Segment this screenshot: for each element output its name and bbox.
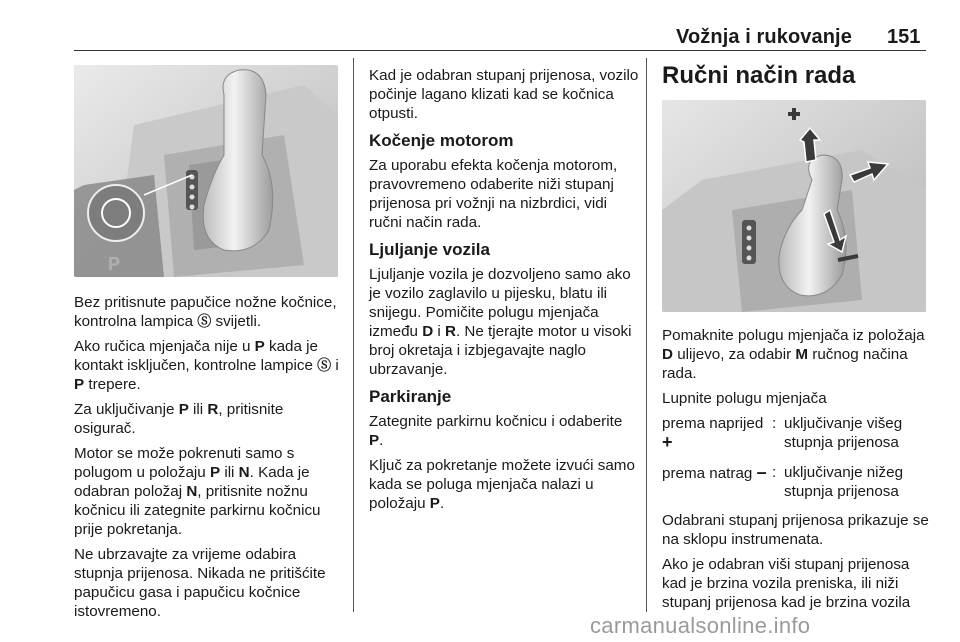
manual-shift-drawing: [662, 100, 926, 312]
upshift-description: uključivanje višeg stupnja prijenosa: [784, 415, 903, 451]
manual-mode-illustration: [662, 100, 926, 312]
svg-text:P: P: [108, 254, 121, 274]
heading-parking: Parkiranje: [369, 387, 452, 406]
column-1-text: [74, 293, 344, 627]
downshift-description: uključivanje nižeg stupnja prijenosa: [784, 464, 904, 500]
gear-lever-illustration: [74, 65, 338, 277]
minus-icon: –: [756, 462, 767, 482]
paragraph-ignition-off: Ako ručica mjenjača nije u P kada je kontakt isključen, kontrolne lampice Ⓢ i P trepere.: [74, 338, 339, 393]
downshift-direction: prema natrag –: [662, 462, 767, 482]
paragraph-engine-start: Motor se može pokrenuti samo s polugom u položaju P ili N. Kada je odabran položaj N, pritisnite nožnu kočnicu ili zategnite parkirnu kočnicu prije pokretanja.: [74, 445, 321, 538]
brake-warning-icon: Ⓢ: [317, 357, 332, 373]
paragraph-engine-braking: Za uporabu efekta kočenja motorom, pravovremeno odaberite niži stupanj prijenosa pri vožnji na nizbrdici, vidi ručni način rada.: [369, 157, 618, 231]
paragraph-manual-select: Pomaknite polugu mjenjača iz položaja D ulijevo, za odabir M ručnog načina rada.: [662, 327, 925, 382]
upshift-row: prema naprijed + : uključivanje višeg stupnja prijenosa: [662, 414, 932, 453]
column-3-body: [662, 326, 932, 618]
header-divider: [74, 50, 926, 51]
heading-engine-braking: Kočenje motorom: [369, 131, 514, 150]
paragraph-rocking: Ljuljanje vozila je dozvoljeno samo ako je vozilo zaglavilo u pijesku, blatu ili snijegu. Pomičite polugu mjenjača između D i R. Ne tjerajte motor u visoki broj okretaja i izbjegavajte naglo ubrzavanje.: [369, 266, 632, 378]
heading-rocking: Ljuljanje vozila: [369, 240, 490, 259]
paragraph-engage-p-r: Za uključivanje P ili R, pritisnite osigurač.: [74, 401, 284, 437]
downshift-row: prema natrag – : uključivanje nižeg stupnja prijenosa: [662, 463, 932, 501]
paragraph-gear-display: Odabrani stupanj prijenosa prikazuje se na sklopu instrumenata.: [662, 512, 929, 548]
heading-manual-mode: Ručni način rada: [662, 62, 856, 89]
column-3-text: [662, 62, 932, 93]
paragraph-creep: Kad je odabran stupanj prijenosa, vozilo počinje lagano klizati kad se kočnica otpusti.: [369, 67, 639, 122]
watermark: carmanualsonline.info: [590, 613, 811, 638]
header-title: Vožnja i rukovanje: [676, 26, 852, 48]
page-number: 151: [887, 26, 921, 48]
plus-icon: +: [662, 432, 673, 452]
paragraph-no-acceleration: Ne ubrzavajte za vrijeme odabira stupnja prijenosa. Nikada ne pritišćite papučicu gasa i papučicu kočnice istovremeno.: [74, 546, 326, 620]
column-2-text: [369, 66, 639, 519]
upshift-direction: prema naprijed +: [662, 415, 764, 452]
paragraph-parking: Zategnite parkirnu kočnicu i odaberite P.: [369, 413, 623, 449]
paragraph-key-removal: Ključ za pokretanje možete izvući samo kada se poluga mjenjača nalazi u položaju P.: [369, 457, 635, 512]
brake-warning-icon: Ⓢ: [197, 313, 212, 329]
column-divider-1: [353, 58, 354, 612]
gear-lever-drawing: [74, 65, 338, 277]
paragraph-tap-lever: Lupnite polugu mjenjača: [662, 390, 827, 407]
paragraph-brake-lamp: Bez pritisnute papučice nožne kočnice, kontrolna lampica Ⓢ svijetli.: [74, 294, 337, 330]
column-divider-2: [646, 58, 647, 612]
paragraph-speed-warning: Ako je odabran viši stupanj prijenosa kad je brzina vozila preniska, ili niži stupanj prijenosa kad je brzina vozila: [662, 556, 911, 611]
